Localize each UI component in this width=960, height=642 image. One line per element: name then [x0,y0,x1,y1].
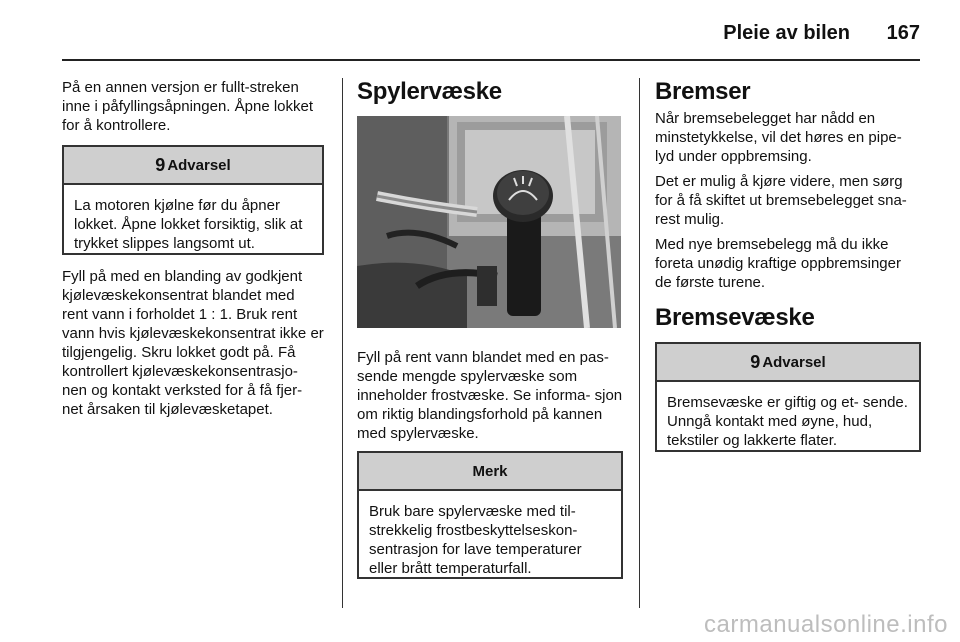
header-rule [62,59,920,61]
washer-reservoir-photo [357,116,621,328]
note-header [359,453,621,491]
brakes-heading: Bremser [655,78,751,105]
note-text: Bruk bare spylervæske med til- strekkelig frostbeskyttelseskon- sentrasjon for lave temperaturer eller brått temperaturfall. [369,503,582,577]
column-divider-1 [342,78,343,608]
warning-header [657,344,919,382]
warning-title: Advarsel [167,156,231,174]
coolant-intro-text: På en annen versjon er fullt-streken inne i påfyllingsåpningen. Åpne lokket for å kontrollere. [62,79,314,134]
brakes-text-2: Det er mulig å kjøre videre, men sørg for å få skiftet ut bremsebelegget sna- rest mulig. [655,173,907,228]
warning-title: Advarsel [762,353,826,371]
washer-note-box [357,451,623,579]
washer-fluid-heading: Spylervæske [357,78,502,105]
column-2 [357,78,623,579]
column-3 [655,78,921,452]
warning-text: Bremsevæske er giftig og et- sende. Unngå kontakt med øyne, hud, tekstiler og lakkerte flater. [667,394,908,449]
coolant-warning-box [62,145,324,255]
section-title: Pleie av bilen [723,22,850,44]
watermark: carmanualsonline.info [704,611,948,638]
page-header [62,18,920,60]
brake-fluid-heading: Bremsevæske [655,304,815,331]
brakes-text-3: Med nye bremsebelegg må du ikke foreta unødig kraftige oppbremsinger de første turene. [655,236,901,291]
warning-triangle-icon: 9 [155,155,166,175]
warning-triangle-icon: 9 [750,352,761,372]
column-1 [62,78,324,425]
brake-fluid-warning-box [655,342,921,452]
coolant-body-text: Fyll på med en blanding av godkjent kjølevæskekonsentrat blandet med rent vann i forholdet 1 : 1. Bruk rent vann hvis kjølevæskekonsentrat ikke er tilgjengelig. Skru lokket godt på. Få kontrollert kjølevæskekonsentrasjo- nen og kontakt verksted for å få fjer- net årsaken til kjølevæsketapet. [62,268,324,418]
warning-text: La motoren kjølne før du åpner lokket. Åpne lokket forsiktig, slik at trykket slippes langsomt ut. [74,197,303,252]
brakes-text-1: Når bremsebelegget har nådd en minstetykkelse, vil det høres en pipe- lyd under oppbremsing. [655,110,902,165]
note-title: Merk [472,462,508,480]
column-divider-2 [639,78,640,608]
warning-header [64,147,322,185]
washer-fluid-body-text: Fyll på rent vann blandet med en pas- sende mengde spylervæske som inneholder frostvæske. Se informa- sjon om riktig blandingsforhold på kannen med spylervæske. [357,349,623,442]
page-number: 167 [886,22,920,44]
